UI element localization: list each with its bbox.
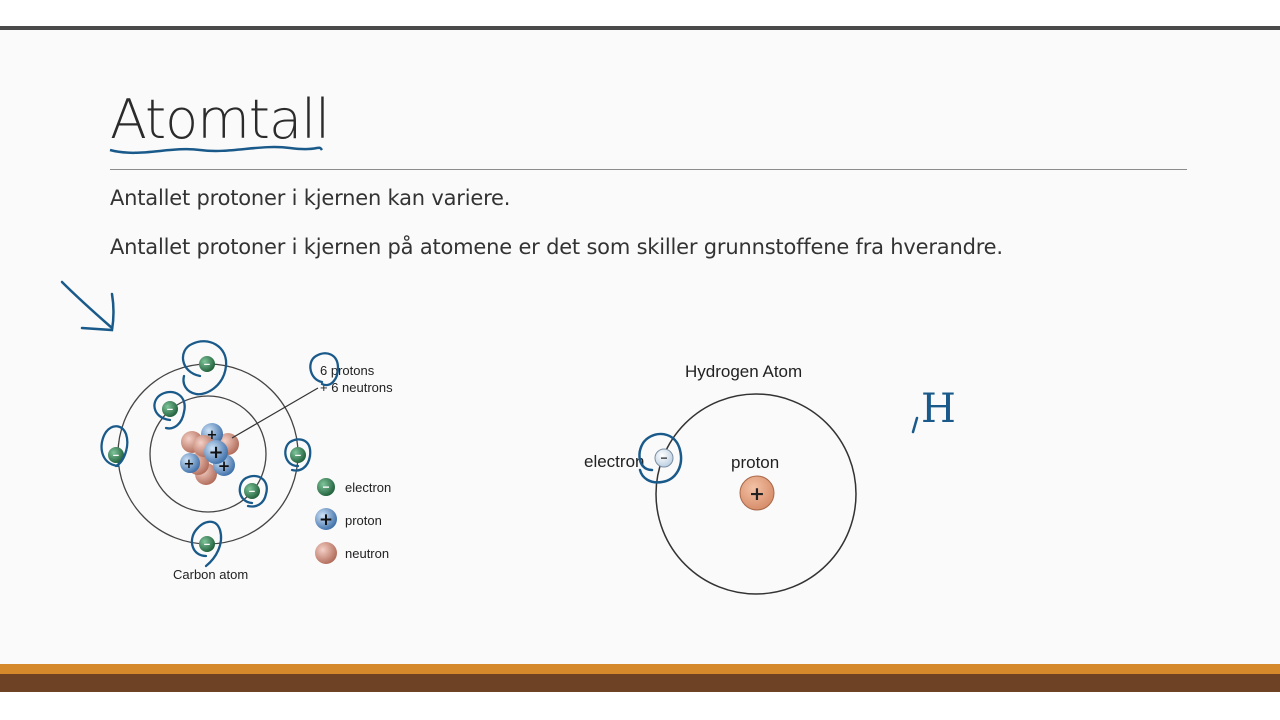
svg-text:+: + <box>318 510 334 530</box>
title-underline-squiggle <box>110 147 322 153</box>
legend-neutron-icon <box>315 542 337 564</box>
svg-text:−: − <box>112 450 120 462</box>
footer-accent-brown <box>0 674 1280 692</box>
carbon-legend <box>315 478 391 564</box>
svg-text:−: − <box>248 486 256 498</box>
legend-electron-label: electron <box>345 480 392 495</box>
nucleus-label-protons: 6 protons <box>320 363 375 378</box>
svg-text:−: − <box>203 539 211 551</box>
hydrogen-atom-diagram <box>584 362 856 594</box>
svg-text:+: + <box>183 457 195 472</box>
hydrogen-electron-label: electron <box>584 452 645 471</box>
svg-text:−: − <box>294 450 302 462</box>
slide-title: Atomtall <box>110 88 330 151</box>
footer-accent-orange <box>0 664 1280 674</box>
handwritten-h-symbol: H <box>921 386 956 432</box>
svg-text:−: − <box>660 451 668 465</box>
svg-text:−: − <box>166 404 174 416</box>
carbon-nucleus <box>180 423 239 485</box>
hydrogen-proton-label: proton <box>731 453 780 472</box>
bullet-2: Antallet protoner i kjernen på atomene er det som skiller grunnstoffene fra hverandre. <box>110 235 1003 259</box>
carbon-caption: Carbon atom <box>173 567 249 582</box>
bottom-margin <box>0 692 1280 720</box>
legend-proton-label: proton <box>345 513 382 528</box>
carbon-atom-diagram <box>102 341 394 582</box>
svg-text:+: + <box>749 483 765 505</box>
svg-text:−: − <box>203 359 211 371</box>
svg-text:+: + <box>217 457 231 475</box>
hydrogen-title: Hydrogen Atom <box>685 362 803 381</box>
svg-text:+: + <box>208 442 224 463</box>
handwritten-arrow-icon <box>62 282 114 330</box>
handwritten-hydrogen-symbol <box>913 386 956 432</box>
nucleus-leader-line <box>232 388 318 438</box>
nucleus-label-neutrons: + 6 neutrons <box>320 380 393 395</box>
svg-text:−: − <box>322 480 330 494</box>
svg-text:+: + <box>206 428 218 443</box>
bullet-1: Antallet protoner i kjernen kan variere. <box>110 186 511 210</box>
legend-neutron-label: neutron <box>345 546 390 561</box>
